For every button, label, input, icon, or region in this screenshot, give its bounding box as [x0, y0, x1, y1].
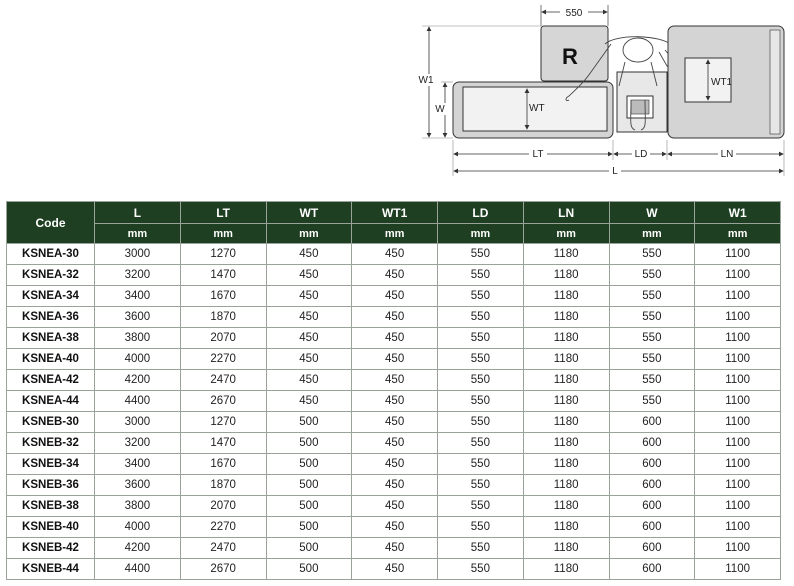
value-cell-ln: 1180	[523, 349, 609, 370]
value-cell-lt: 2670	[180, 559, 266, 580]
value-cell-l: 3600	[95, 475, 181, 496]
value-cell-w1: 1100	[695, 412, 781, 433]
value-cell-lt: 2470	[180, 538, 266, 559]
value-cell-ld: 550	[438, 412, 524, 433]
table-row	[7, 391, 781, 412]
lt-label: LT	[532, 149, 544, 160]
value-cell-w1: 1100	[695, 265, 781, 286]
code-cell: KSNEB-36	[7, 475, 95, 496]
value-cell-l: 4200	[95, 538, 181, 559]
column-header-wt1: WT1	[352, 202, 438, 224]
table-row	[7, 412, 781, 433]
column-header-w1: W1	[695, 202, 781, 224]
value-cell-ln: 1180	[523, 517, 609, 538]
value-cell-wt: 450	[266, 349, 352, 370]
value-cell-lt: 1270	[180, 412, 266, 433]
value-cell-wt: 450	[266, 391, 352, 412]
unit-header: mm	[352, 224, 438, 244]
counter-layout-diagram	[405, 0, 794, 185]
value-cell-ln: 1180	[523, 391, 609, 412]
code-cell: KSNEB-40	[7, 517, 95, 538]
unit-header: mm	[180, 224, 266, 244]
wt1-label: WT1	[711, 77, 733, 88]
value-cell-ld: 550	[438, 433, 524, 454]
value-cell-ln: 1180	[523, 433, 609, 454]
code-cell: KSNEA-34	[7, 286, 95, 307]
code-cell: KSNEB-44	[7, 559, 95, 580]
ln-label: LN	[720, 149, 734, 160]
code-cell: KSNEB-34	[7, 454, 95, 475]
value-cell-wt1: 450	[352, 265, 438, 286]
code-cell: KSNEB-30	[7, 412, 95, 433]
code-cell: KSNEA-44	[7, 391, 95, 412]
unit-header: mm	[609, 224, 695, 244]
value-cell-w1: 1100	[695, 349, 781, 370]
value-cell-lt: 1870	[180, 475, 266, 496]
value-cell-lt: 2470	[180, 370, 266, 391]
value-cell-w1: 1100	[695, 391, 781, 412]
value-cell-w1: 1100	[695, 433, 781, 454]
value-cell-wt1: 450	[352, 496, 438, 517]
value-cell-ld: 550	[438, 454, 524, 475]
value-cell-lt: 1470	[180, 265, 266, 286]
value-cell-wt: 500	[266, 412, 352, 433]
code-cell: KSNEB-38	[7, 496, 95, 517]
value-cell-wt: 500	[266, 475, 352, 496]
value-cell-l: 3400	[95, 454, 181, 475]
value-cell-wt1: 450	[352, 433, 438, 454]
value-cell-w: 600	[609, 433, 695, 454]
value-cell-wt: 450	[266, 244, 352, 265]
value-cell-l: 3000	[95, 244, 181, 265]
value-cell-ln: 1180	[523, 538, 609, 559]
column-header-ln: LN	[523, 202, 609, 224]
value-cell-lt: 2670	[180, 391, 266, 412]
value-cell-wt1: 450	[352, 475, 438, 496]
table-header	[7, 202, 781, 244]
value-cell-lt: 1670	[180, 286, 266, 307]
value-cell-w: 600	[609, 496, 695, 517]
value-cell-wt1: 450	[352, 286, 438, 307]
table-row	[7, 517, 781, 538]
value-cell-lt: 1870	[180, 307, 266, 328]
value-cell-ln: 1180	[523, 370, 609, 391]
value-cell-w1: 1100	[695, 307, 781, 328]
value-cell-ln: 1180	[523, 454, 609, 475]
code-cell: KSNEB-42	[7, 538, 95, 559]
value-cell-w1: 1100	[695, 286, 781, 307]
value-cell-wt: 450	[266, 370, 352, 391]
value-cell-w: 600	[609, 559, 695, 580]
value-cell-l: 4200	[95, 370, 181, 391]
column-header-ld: LD	[438, 202, 524, 224]
value-cell-lt: 2070	[180, 328, 266, 349]
value-cell-l: 4000	[95, 349, 181, 370]
value-cell-l: 4000	[95, 517, 181, 538]
value-cell-w1: 1100	[695, 244, 781, 265]
value-cell-ld: 550	[438, 538, 524, 559]
w1-label: W1	[418, 75, 434, 86]
value-cell-ln: 1180	[523, 328, 609, 349]
table-row	[7, 244, 781, 265]
value-cell-w: 600	[609, 454, 695, 475]
unit-header: mm	[523, 224, 609, 244]
value-cell-wt: 500	[266, 517, 352, 538]
l-label: L	[612, 166, 618, 177]
table-row	[7, 349, 781, 370]
value-cell-ln: 1180	[523, 265, 609, 286]
value-cell-ld: 550	[438, 328, 524, 349]
value-cell-ld: 550	[438, 391, 524, 412]
wt-label: WT	[529, 103, 545, 114]
value-cell-wt1: 450	[352, 454, 438, 475]
value-cell-ln: 1180	[523, 244, 609, 265]
value-cell-w1: 1100	[695, 559, 781, 580]
unit-header: mm	[695, 224, 781, 244]
table-row	[7, 433, 781, 454]
value-cell-w1: 1100	[695, 475, 781, 496]
value-cell-wt: 450	[266, 265, 352, 286]
value-cell-w: 600	[609, 538, 695, 559]
value-cell-w: 550	[609, 328, 695, 349]
value-cell-ln: 1180	[523, 496, 609, 517]
column-header-w: W	[609, 202, 695, 224]
value-cell-w1: 1100	[695, 538, 781, 559]
layout-drawing	[405, 0, 794, 185]
value-cell-wt1: 450	[352, 244, 438, 265]
value-cell-wt1: 450	[352, 412, 438, 433]
value-cell-ld: 550	[438, 370, 524, 391]
value-cell-w1: 1100	[695, 454, 781, 475]
value-cell-ld: 550	[438, 475, 524, 496]
value-cell-wt1: 450	[352, 349, 438, 370]
value-cell-wt: 450	[266, 286, 352, 307]
value-cell-wt1: 450	[352, 538, 438, 559]
value-cell-wt: 500	[266, 496, 352, 517]
value-cell-wt1: 450	[352, 559, 438, 580]
ld-label: LD	[634, 149, 648, 160]
table-row	[7, 286, 781, 307]
table-row	[7, 328, 781, 349]
value-cell-lt: 1670	[180, 454, 266, 475]
value-cell-ld: 550	[438, 517, 524, 538]
value-cell-w: 600	[609, 412, 695, 433]
spec-table	[6, 201, 781, 580]
unit-header: mm	[266, 224, 352, 244]
value-cell-w: 550	[609, 307, 695, 328]
code-cell: KSNEA-38	[7, 328, 95, 349]
value-cell-wt: 450	[266, 307, 352, 328]
code-cell: KSNEB-32	[7, 433, 95, 454]
value-cell-ld: 550	[438, 265, 524, 286]
value-cell-lt: 2270	[180, 517, 266, 538]
value-cell-wt: 450	[266, 328, 352, 349]
value-cell-wt: 500	[266, 559, 352, 580]
value-cell-ln: 1180	[523, 475, 609, 496]
value-cell-l: 3200	[95, 433, 181, 454]
value-cell-wt1: 450	[352, 370, 438, 391]
value-cell-ld: 550	[438, 307, 524, 328]
table-row	[7, 370, 781, 391]
value-cell-lt: 1270	[180, 244, 266, 265]
value-cell-w: 550	[609, 349, 695, 370]
table-row	[7, 538, 781, 559]
value-cell-ld: 550	[438, 496, 524, 517]
value-cell-wt: 500	[266, 433, 352, 454]
value-cell-w: 550	[609, 391, 695, 412]
value-cell-w: 600	[609, 517, 695, 538]
value-cell-w: 550	[609, 244, 695, 265]
value-cell-lt: 2270	[180, 349, 266, 370]
code-cell: KSNEA-42	[7, 370, 95, 391]
value-cell-lt: 2070	[180, 496, 266, 517]
table-row	[7, 496, 781, 517]
value-cell-ln: 1180	[523, 307, 609, 328]
value-cell-wt1: 450	[352, 307, 438, 328]
value-cell-w1: 1100	[695, 370, 781, 391]
code-cell: KSNEA-32	[7, 265, 95, 286]
value-cell-l: 3800	[95, 496, 181, 517]
value-cell-w1: 1100	[695, 517, 781, 538]
table-row	[7, 265, 781, 286]
value-cell-ln: 1180	[523, 559, 609, 580]
value-cell-wt1: 450	[352, 328, 438, 349]
value-cell-l: 4400	[95, 559, 181, 580]
table-row	[7, 559, 781, 580]
value-cell-ld: 550	[438, 349, 524, 370]
code-cell: KSNEA-36	[7, 307, 95, 328]
value-cell-ln: 1180	[523, 286, 609, 307]
value-cell-w: 550	[609, 286, 695, 307]
table-row	[7, 454, 781, 475]
value-cell-l: 3800	[95, 328, 181, 349]
value-cell-l: 4400	[95, 391, 181, 412]
unit-header: mm	[438, 224, 524, 244]
value-cell-w: 600	[609, 475, 695, 496]
code-header: Code	[7, 202, 95, 244]
value-cell-w1: 1100	[695, 328, 781, 349]
column-header-lt: LT	[180, 202, 266, 224]
table-body	[7, 244, 781, 580]
code-cell: KSNEA-30	[7, 244, 95, 265]
value-cell-w1: 1100	[695, 496, 781, 517]
column-header-wt: WT	[266, 202, 352, 224]
unit-header: mm	[95, 224, 181, 244]
table-row	[7, 475, 781, 496]
value-cell-lt: 1470	[180, 433, 266, 454]
value-cell-wt: 500	[266, 454, 352, 475]
value-cell-l: 3200	[95, 265, 181, 286]
table-row	[7, 307, 781, 328]
value-cell-w: 550	[609, 370, 695, 391]
value-cell-wt1: 450	[352, 517, 438, 538]
value-cell-ld: 550	[438, 244, 524, 265]
value-cell-l: 3400	[95, 286, 181, 307]
value-cell-w: 550	[609, 265, 695, 286]
dim-550-label: 550	[565, 8, 583, 19]
register-r-label: R	[562, 44, 578, 69]
column-header-l: L	[95, 202, 181, 224]
value-cell-l: 3000	[95, 412, 181, 433]
w-label: W	[435, 104, 445, 115]
value-cell-wt1: 450	[352, 391, 438, 412]
value-cell-ln: 1180	[523, 412, 609, 433]
value-cell-l: 3600	[95, 307, 181, 328]
value-cell-wt: 500	[266, 538, 352, 559]
value-cell-ld: 550	[438, 286, 524, 307]
code-cell: KSNEA-40	[7, 349, 95, 370]
value-cell-ld: 550	[438, 559, 524, 580]
